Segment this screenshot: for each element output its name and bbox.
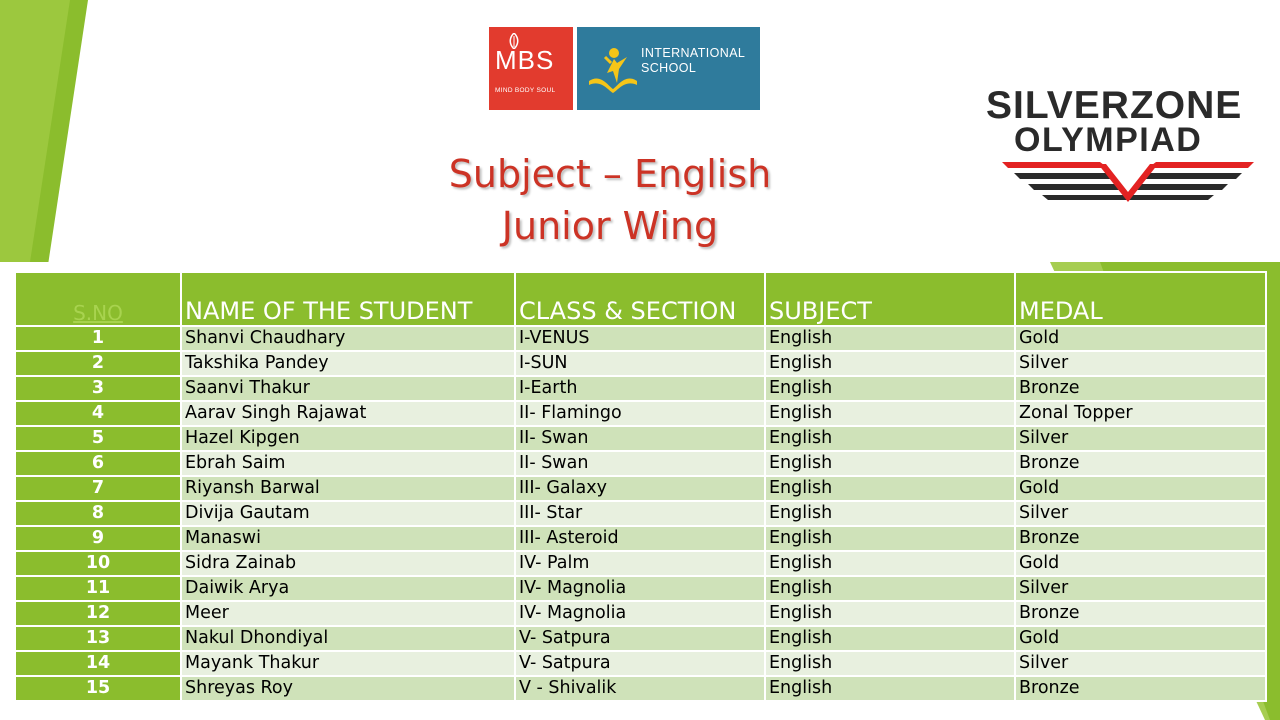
table-row: [15, 351, 1266, 376]
cell-subject: English: [765, 426, 1015, 451]
table-row: [15, 676, 1266, 701]
cell-class-section: I-Earth: [515, 376, 765, 401]
table-row: [15, 551, 1266, 576]
cell-student-name: Shreyas Roy: [181, 676, 515, 701]
cell-medal: Silver: [1015, 426, 1266, 451]
mbs-international-school-logo: [489, 27, 760, 110]
cell-student-name: Meer: [181, 601, 515, 626]
cell-student-name: Takshika Pandey: [181, 351, 515, 376]
silverzone-text: SILVERZONE: [986, 84, 1243, 127]
table-row: [15, 401, 1266, 426]
cell-subject: English: [765, 451, 1015, 476]
mbs-logo-mark: [489, 27, 573, 110]
cell-sno: 9: [15, 526, 181, 551]
table-header-row: [15, 272, 1266, 326]
header-name: NAME OF THE STUDENT: [181, 272, 515, 326]
cell-sno: 13: [15, 626, 181, 651]
page-title: [380, 148, 840, 252]
cell-subject: English: [765, 576, 1015, 601]
table-row: [15, 326, 1266, 351]
cell-student-name: Divija Gautam: [181, 501, 515, 526]
cell-subject: English: [765, 351, 1015, 376]
table-row: [15, 651, 1266, 676]
table-row: [15, 476, 1266, 501]
cell-sno: 5: [15, 426, 181, 451]
cell-class-section: III- Asteroid: [515, 526, 765, 551]
title-wing: Junior Wing: [501, 204, 719, 248]
header-subject: SUBJECT: [765, 272, 1015, 326]
cell-medal: Gold: [1015, 551, 1266, 576]
cell-student-name: Sidra Zainab: [181, 551, 515, 576]
cell-student-name: Manaswi: [181, 526, 515, 551]
cell-medal: Bronze: [1015, 451, 1266, 476]
cell-class-section: V- Satpura: [515, 626, 765, 651]
cell-class-section: III- Star: [515, 501, 765, 526]
header-sno: S.NO: [15, 272, 181, 326]
cell-subject: English: [765, 526, 1015, 551]
cell-class-section: II- Flamingo: [515, 401, 765, 426]
cell-sno: 8: [15, 501, 181, 526]
cell-class-section: III- Galaxy: [515, 476, 765, 501]
mbs-tagline: MIND BODY SOUL: [495, 87, 556, 94]
table-row: [15, 376, 1266, 401]
mbs-letters: MBS: [495, 45, 555, 75]
title-subject: Subject – English: [448, 152, 772, 196]
cell-student-name: Shanvi Chaudhary: [181, 326, 515, 351]
table-row: [15, 451, 1266, 476]
cell-medal: Bronze: [1015, 376, 1266, 401]
cell-medal: Silver: [1015, 501, 1266, 526]
cell-student-name: Hazel Kipgen: [181, 426, 515, 451]
table-row: [15, 501, 1266, 526]
cell-sno: 6: [15, 451, 181, 476]
cell-subject: English: [765, 401, 1015, 426]
table-row: [15, 626, 1266, 651]
cell-class-section: V - Shivalik: [515, 676, 765, 701]
table-row: [15, 601, 1266, 626]
cell-sno: 11: [15, 576, 181, 601]
silverzone-olympiad-logo: [984, 84, 1274, 214]
cell-class-section: I-VENUS: [515, 326, 765, 351]
wings-emblem-icon: [1002, 162, 1254, 212]
table-row: [15, 576, 1266, 601]
table-row: [15, 526, 1266, 551]
cell-subject: English: [765, 601, 1015, 626]
cell-class-section: IV- Palm: [515, 551, 765, 576]
cell-subject: English: [765, 626, 1015, 651]
school-name-block: [577, 27, 760, 110]
cell-class-section: V- Satpura: [515, 651, 765, 676]
cell-medal: Silver: [1015, 576, 1266, 601]
cell-student-name: Daiwik Arya: [181, 576, 515, 601]
cell-subject: English: [765, 651, 1015, 676]
cell-medal: Gold: [1015, 326, 1266, 351]
cell-subject: English: [765, 501, 1015, 526]
cell-student-name: Ebrah Saim: [181, 451, 515, 476]
cell-medal: Zonal Topper: [1015, 401, 1266, 426]
cell-sno: 12: [15, 601, 181, 626]
cell-subject: English: [765, 376, 1015, 401]
cell-sno: 10: [15, 551, 181, 576]
results-table: [14, 271, 1267, 702]
cell-subject: English: [765, 551, 1015, 576]
header-medal: MEDAL: [1015, 272, 1266, 326]
cell-sno: 3: [15, 376, 181, 401]
table-body: [15, 326, 1266, 701]
cell-class-section: II- Swan: [515, 451, 765, 476]
cell-sno: 4: [15, 401, 181, 426]
table-row: [15, 426, 1266, 451]
cell-student-name: Riyansh Barwal: [181, 476, 515, 501]
school-name-line1: INTERNATIONAL: [641, 46, 746, 60]
cell-student-name: Saanvi Thakur: [181, 376, 515, 401]
cell-class-section: I-SUN: [515, 351, 765, 376]
header-class: CLASS & SECTION: [515, 272, 765, 326]
cell-class-section: IV- Magnolia: [515, 601, 765, 626]
cell-subject: English: [765, 326, 1015, 351]
cell-medal: Bronze: [1015, 526, 1266, 551]
olympiad-text: OLYMPIAD: [1014, 121, 1203, 159]
cell-subject: English: [765, 476, 1015, 501]
cell-sno: 2: [15, 351, 181, 376]
cell-medal: Bronze: [1015, 601, 1266, 626]
cell-medal: Gold: [1015, 476, 1266, 501]
cell-student-name: Mayank Thakur: [181, 651, 515, 676]
cell-medal: Gold: [1015, 626, 1266, 651]
cell-sno: 15: [15, 676, 181, 701]
school-name-line2: SCHOOL: [641, 61, 697, 75]
cell-class-section: II- Swan: [515, 426, 765, 451]
cell-medal: Silver: [1015, 351, 1266, 376]
student-figure-icon: [587, 43, 639, 97]
cell-medal: Bronze: [1015, 676, 1266, 701]
cell-medal: Silver: [1015, 651, 1266, 676]
cell-class-section: IV- Magnolia: [515, 576, 765, 601]
cell-sno: 1: [15, 326, 181, 351]
school-name: [641, 46, 745, 76]
cell-sno: 14: [15, 651, 181, 676]
cell-student-name: Nakul Dhondiyal: [181, 626, 515, 651]
cell-sno: 7: [15, 476, 181, 501]
cell-student-name: Aarav Singh Rajawat: [181, 401, 515, 426]
cell-subject: English: [765, 676, 1015, 701]
